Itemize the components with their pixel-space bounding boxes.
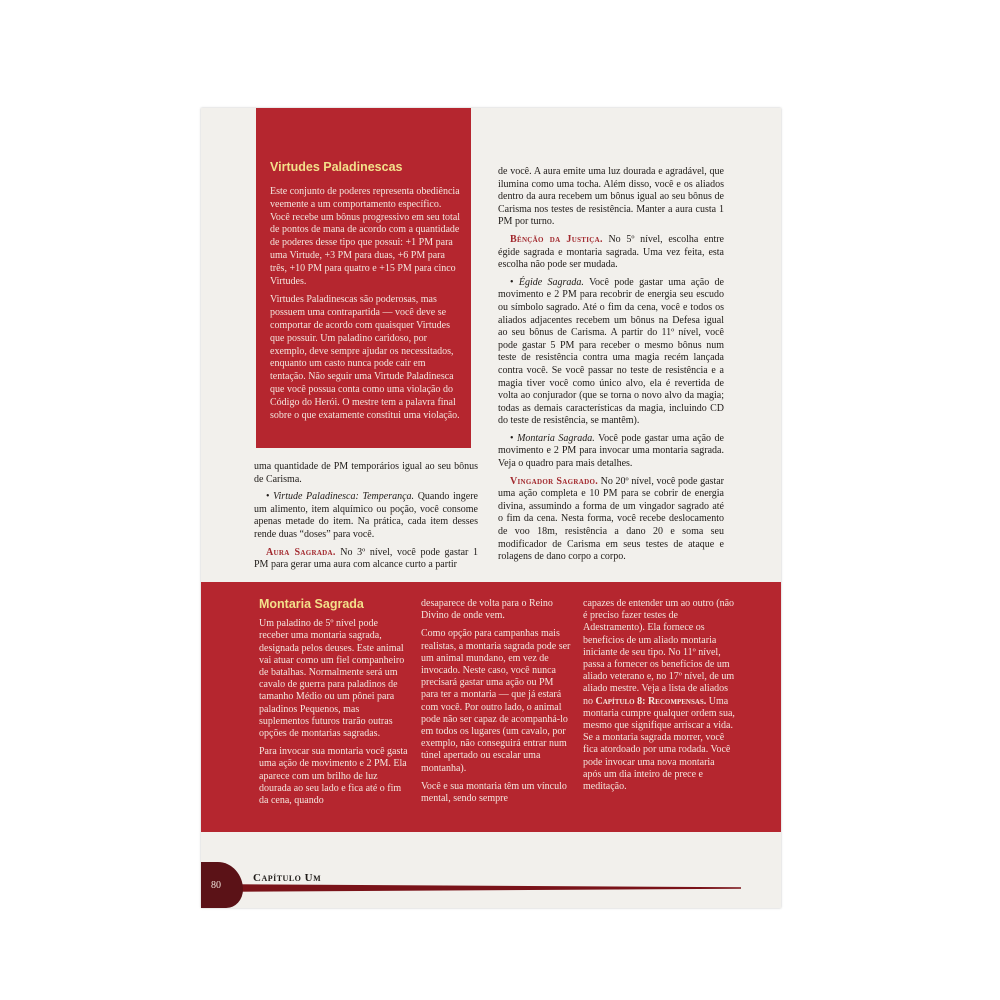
montaria-bullet-text: Você pode gastar uma ação de movimento e 2 PM para invocar uma montaria sagrada. Veja o quadro para mais detalhes.	[498, 432, 724, 470]
page-footer	[201, 854, 781, 908]
montaria-c2-paragraph-1: desaparece de volta para o Reino Divino de onde vem.	[421, 598, 553, 622]
montaria-c1-paragraph-1: Um paladino de 5º nível pode receber uma montaria sagrada, designada pelos deuses. Este animal vai atuar como um fiel companheiro de batalhas. Normalmente será um cavalo de guerra para paladinos de tamanho Médio ou um pônei para paladinos Pequenos, mas suplementos futuros trarão outras opções de montarias sagradas.	[259, 618, 405, 740]
bencao-paragraph	[498, 234, 724, 272]
bencao-title: Bênção da Justiça.	[510, 233, 603, 245]
egide-title: Égide Sagrada.	[518, 276, 584, 288]
egide-text: Você pode gastar uma ação de movimento e 2 PM para recobrir de energia seu escudo ou símbolo sagrado. Até o fim da cena, você e todos os aliados adjacentes recebem um bônus na Defesa igual ao seu bônus de Carisma. A partir do 11º nível, você pode gastar 5 PM para receber o mesmo bônus num teste de resistência contra uma magia recém lançada contra você. Se você passar no teste de resistência e a magia tiver você como único alvo, ela é revertida de volta ao conjurador (que se torna o novo alvo da magia; todas as demais características da magia, incluindo CD do teste de resistência, se mantêm).	[498, 276, 724, 427]
right-paragraph-1: de você. A aura emite uma luz dourada e agradável, que ilumina como uma tocha. Além disso, você e os aliados dentro da aura recebem um bônus igual ao seu bônus de Carisma nos testes de resistência. Manter a aura custa 1 PM por turno.	[498, 166, 724, 228]
virtudes-title: Virtudes Paladinescas	[270, 160, 403, 174]
left-paragraph-1: uma quantidade de PM temporários igual ao seu bônus de Carisma.	[254, 461, 478, 485]
virtudes-paragraph-2: Virtudes Paladinescas são poderosas, mas possuem uma contrapartida — você deve se comportar de acordo com quaisquer Virtudes que possuir. Um paladino caridoso, por exemplo, deve sempre ajudar os necessitados, enquanto um casto nunca pode cair em tentação. Não seguir uma Virtude Paladinesca que você possua conta como uma violação do Código do Herói. O mestre tem a palavra final sobre o que exatamente constitui uma violação.	[270, 294, 460, 421]
montaria-column-3	[583, 598, 735, 799]
aura-paragraph	[254, 547, 478, 572]
montaria-box	[201, 582, 781, 832]
footer-brush-stroke	[201, 884, 741, 892]
vingador-paragraph	[498, 476, 724, 564]
virtudes-paragraph-1: Este conjunto de poderes representa obediência veemente a um comportamento específico. Você recebe um bônus progressivo em seu total de pontos de mana de acordo com a quantidade de poderes desse tipo que possui: +1 PM para uma Virtude, +3 PM para duas, +6 PM para três, +10 PM para quatro e +15 PM para cinco Virtudes.	[270, 186, 461, 287]
right-column	[498, 166, 724, 569]
montaria-c3-text-a: capazes de entender um ao outro (não é preciso fazer testes de Adestramento). Ela fornece os benefícios de um aliado montaria iniciante de seu tipo. No 11º nível, passa a fornecer os benefícios de um aliado veterano e, no 17º nível, de um aliado mestre. Veja a lista de aliados no	[583, 598, 735, 707]
page-number: 80	[211, 880, 221, 891]
book-page	[201, 108, 781, 908]
montaria-title: Montaria Sagrada	[259, 597, 364, 611]
montaria-c1-paragraph-2: Para invocar sua montaria você gasta uma ação de movimento e 2 PM. Ela aparece com um brilho de luz dourada ao seu lado e fica até o fim da cena, quando	[259, 746, 408, 807]
temperanca-title: Virtude Paladinesca: Temperança.	[273, 491, 415, 503]
montaria-c3-paragraph	[583, 598, 735, 793]
montaria-column-2	[421, 598, 571, 811]
montaria-column-1	[259, 598, 409, 813]
vingador-text: No 20º nível, você pode gastar uma ação completa e 10 PM para se cobrir de energia divina, assumindo a forma de um vingador sagrado até o fim da cena. Nesta forma, você recebe deslocamento de voo 18m, resistência a dano 20 e soma seu modificador de Carisma em seus testes de ataque e rolagens de dano corpo a corpo.	[498, 475, 725, 563]
montaria-bullet: • Montaria Sagrada. Você pode gastar uma ação de movimento e 2 PM para invocar uma montaria sagrada. Veja o quadro para mais detalhes.	[498, 432, 724, 470]
aura-text: No 3º nível, você pode gastar 1 PM para gerar uma aura com alcance curto a partir	[254, 546, 478, 571]
page-number-badge	[201, 862, 243, 908]
montaria-c2-paragraph-2: Como opção para campanhas mais realistas, a montaria sagrada pode ser um animal mundano, em vez de invocado. Neste caso, você nunca precisará gastar uma ação ou PM para ter a montaria — que já estará com você. Por outro lado, o animal pode não ser capaz de acompanhá-lo em todos os lugares (um cavalo, por exemplo, não conseguirá entrar num túnel apertado ou escalar uma montanha).	[421, 628, 571, 774]
montaria-c3-text-b: Uma montaria cumpre qualquer ordem sua, mesmo que signifique arriscar a vida. Se a montaria sagrada morrer, você fica atordoado por uma rodada. Você pode invocar uma nova montaria após um dia inteiro de prece e meditação.	[583, 695, 735, 793]
bencao-text: No 5º nível, escolha entre égide sagrada e montaria sagrada. Uma vez feita, esta escolha não pode ser mudada.	[498, 233, 724, 271]
temperanca-text: Quando ingere um alimento, item alquímico ou poção, você consome apenas metade do item. Na prática, cada item desses rende duas “doses” para você.	[254, 491, 478, 540]
montaria-c2-paragraph-3: Você e sua montaria têm um vínculo mental, sendo sempre	[421, 780, 567, 805]
egide-bullet: • Égide Sagrada. Você pode gastar uma ação de movimento e 2 PM para recobrir de energia seu escudo ou símbolo sagrado. Até o fim da cena, você e todos os aliados adjacentes recebem um bônus na Defesa igual ao seu bônus de Carisma. A partir do 11º nível, você pode gastar 5 PM para receber o mesmo bônus num teste de resistência contra uma magia recém lançada contra você. Se você passar no teste de resistência e a magia tiver você como único alvo, ela é revertida de volta ao conjurador (que se torna o novo alvo da magia; todas as demais características da magia, incluindo CD do teste de resistência, se mantêm).	[498, 276, 724, 427]
chapter-reference: Capítulo 8: Recompensas.	[595, 695, 707, 707]
aura-title: Aura Sagrada.	[266, 546, 336, 558]
chapter-label: Capítulo Um	[253, 872, 322, 884]
vingador-title: Vingador Sagrado.	[510, 475, 598, 487]
virtudes-sidebar-box	[256, 108, 471, 448]
left-column	[254, 461, 478, 577]
temperanca-bullet: • Virtude Paladinesca: Temperança. Quando ingere um alimento, item alquímico ou poção, você consome apenas metade do item. Na prática, cada item desses rende duas “doses” para você.	[254, 491, 478, 540]
montaria-bullet-title: Montaria Sagrada.	[517, 432, 595, 444]
